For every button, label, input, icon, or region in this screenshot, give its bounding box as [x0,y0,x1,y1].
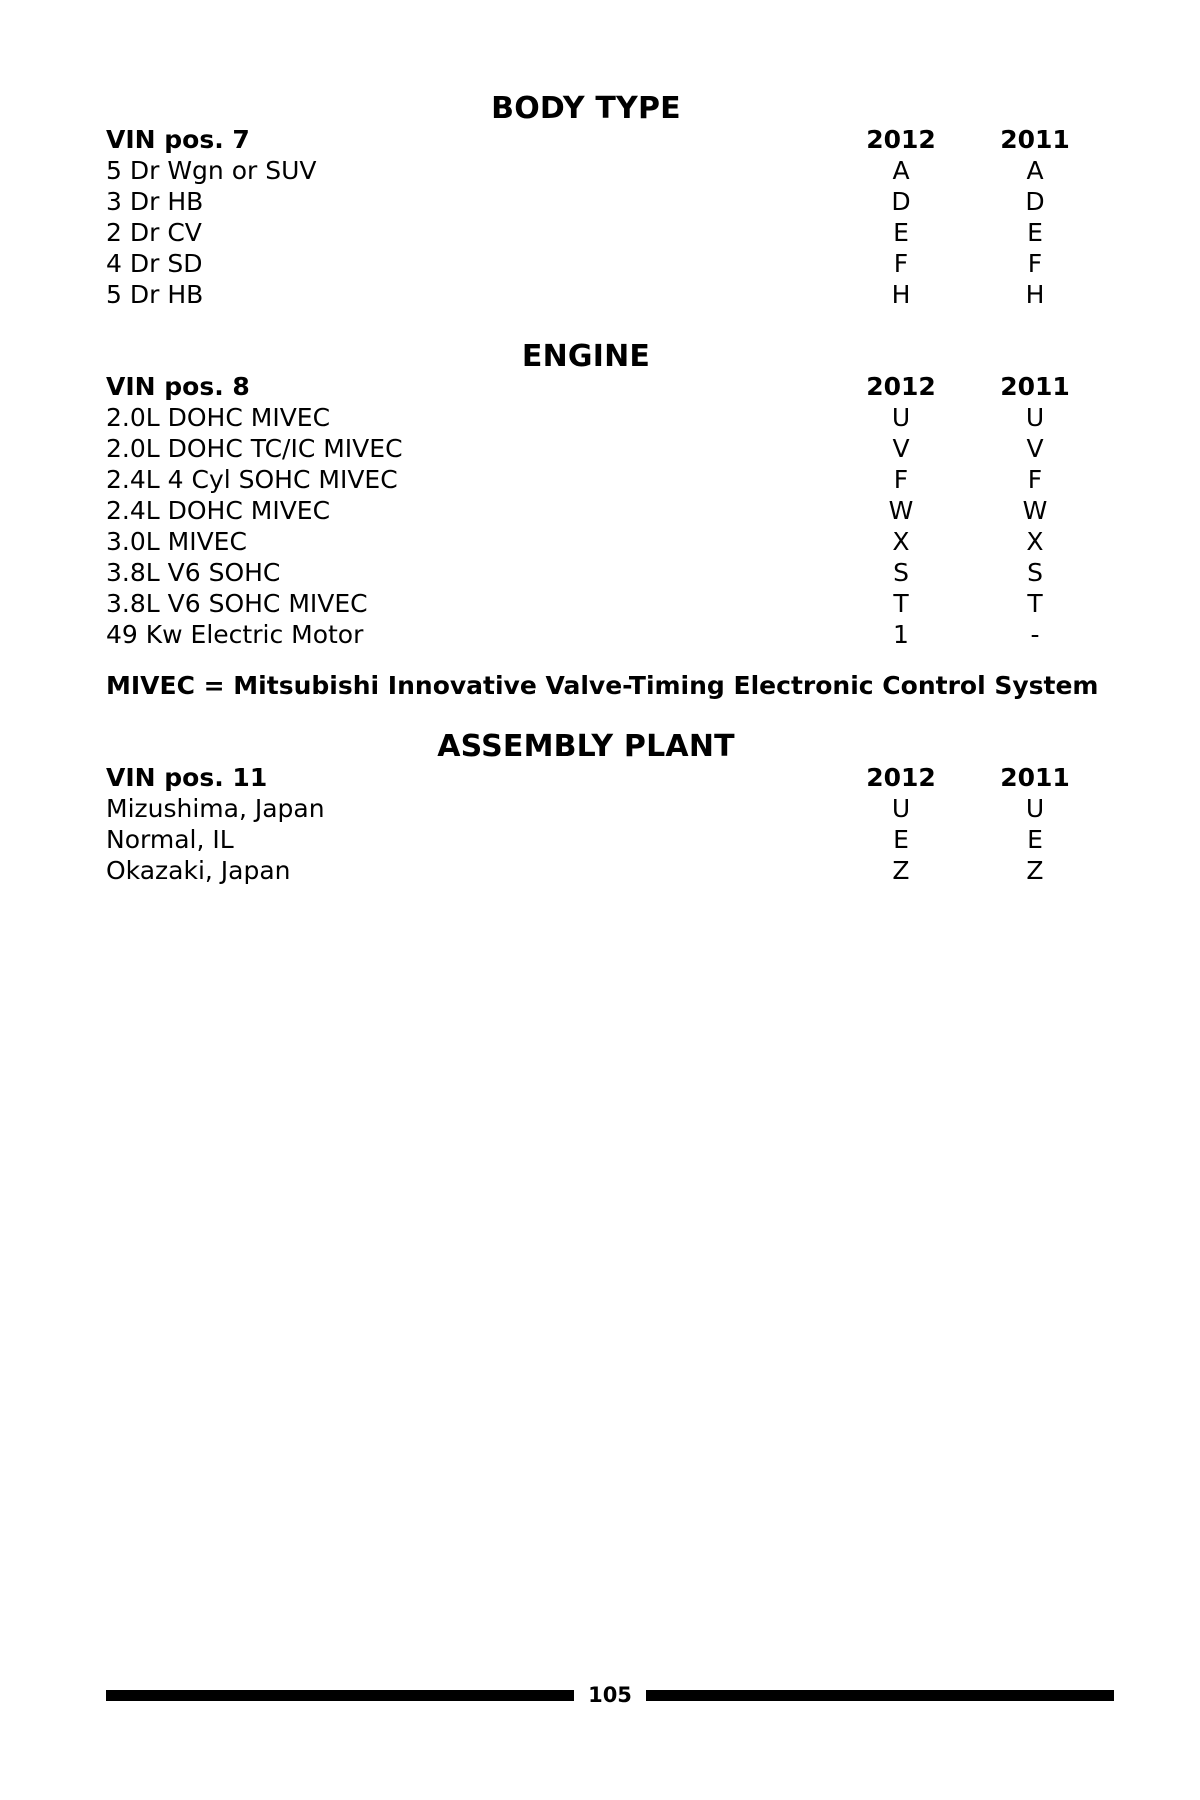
row-label: 2.0L DOHC MIVEC [106,403,331,432]
table-row [106,824,1066,855]
code-2011: A [1026,156,1044,185]
row-label: 49 Kw Electric Motor [106,620,364,649]
table-row [106,495,1066,526]
code-2011: W [1022,496,1048,525]
code-2011: F [1027,465,1043,494]
code-2012: U [891,403,911,432]
code-2011: X [1026,527,1044,556]
table-row [106,402,1066,433]
code-2011: U [1025,794,1045,823]
code-2012: U [891,794,911,823]
code-2011: T [1027,589,1043,618]
section-title-body-type: BODY TYPE [491,91,681,126]
code-2012: E [893,825,909,854]
table-row [106,433,1066,464]
row-label: Mizushima, Japan [106,794,325,823]
table-row [106,526,1066,557]
row-label: 3.0L MIVEC [106,527,247,556]
header-year-2012: 2012 [866,125,936,154]
code-2012: F [893,249,909,278]
code-2012: W [888,496,914,525]
mivec-footnote: MIVEC = Mitsubishi Innovative Valve-Timing Electronic Control System [106,671,1099,700]
code-2011: - [1030,620,1040,649]
code-2012: A [892,156,910,185]
code-2012: T [893,589,909,618]
table-row [106,619,1066,650]
table-row [106,186,1066,217]
table-row [106,588,1066,619]
code-2012: S [893,558,909,587]
table-row [106,464,1066,495]
header-year-2012: 2012 [866,763,936,792]
row-label: 2.0L DOHC TC/IC MIVEC [106,434,403,463]
code-2012: F [893,465,909,494]
section-title-engine: ENGINE [521,339,651,374]
row-label: 5 Dr HB [106,280,204,309]
code-2012: E [893,218,909,247]
page-number: 105 [588,1683,632,1707]
code-2011: V [1026,434,1044,463]
code-2011: Z [1026,856,1044,885]
header-label: VIN pos. 7 [106,125,250,154]
table-header-engine [106,371,1070,402]
row-label: 3.8L V6 SOHC MIVEC [106,589,368,618]
row-label: Normal, IL [106,825,234,854]
row-label: 3 Dr HB [106,187,204,216]
row-label: 3.8L V6 SOHC [106,558,281,587]
code-2012: Z [892,856,910,885]
table-row [106,557,1066,588]
row-label: 2.4L 4 Cyl SOHC MIVEC [106,465,398,494]
row-label: 5 Dr Wgn or SUV [106,156,317,185]
code-2011: D [1025,187,1045,216]
code-2012: D [891,187,911,216]
table-row [106,793,1066,824]
code-2012: V [892,434,910,463]
code-2011: S [1027,558,1043,587]
header-year-2011: 2011 [1000,125,1070,154]
code-2012: H [891,280,911,309]
table-row [106,855,1066,886]
table-row [106,217,1066,248]
table-row [106,155,1066,186]
row-label: 4 Dr SD [106,249,203,278]
table-row [106,248,1066,279]
code-2012: 1 [893,620,909,649]
table-header-body-type [106,124,1070,155]
code-2011: E [1027,825,1043,854]
header-label: VIN pos. 8 [106,372,250,401]
header-year-2011: 2011 [1000,372,1070,401]
code-2011: F [1027,249,1043,278]
code-2012: X [892,527,910,556]
header-label: VIN pos. 11 [106,763,268,792]
table-row [106,279,1066,310]
header-year-2012: 2012 [866,372,936,401]
row-label: 2 Dr CV [106,218,202,247]
header-year-2011: 2011 [1000,763,1070,792]
section-title-assembly-plant: ASSEMBLY PLANT [437,729,735,764]
row-label: 2.4L DOHC MIVEC [106,496,331,525]
code-2011: U [1025,403,1045,432]
code-2011: H [1025,280,1045,309]
table-header-assembly-plant [106,762,1070,793]
footer-rule-left [106,1690,574,1701]
footer-rule-right [646,1690,1114,1701]
code-2011: E [1027,218,1043,247]
row-label: Okazaki, Japan [106,856,291,885]
